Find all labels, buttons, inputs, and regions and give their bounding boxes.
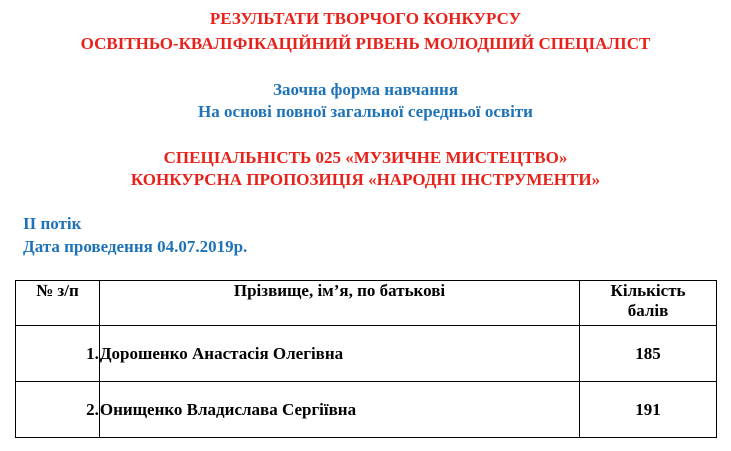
specialty-title: СПЕЦІАЛЬНІСТЬ 025 «МУЗИЧНЕ МИСТЕЦТВО» — [163, 148, 568, 167]
applicant-name: Онищенко Владислава Сергіївна — [99, 382, 579, 438]
column-header-number: № з/п — [16, 281, 100, 326]
applicant-score: 185 — [580, 326, 717, 382]
column-header-score — [580, 281, 717, 326]
stream-label: ІІ потік — [23, 214, 82, 233]
table-row — [16, 326, 717, 382]
education-basis: На основі повної загальної середньої освіти — [198, 102, 533, 121]
column-header-score-line1: Кількість — [610, 281, 686, 300]
results-table — [15, 280, 717, 438]
title-line-2: ОСВІТНЬО-КВАЛІФІКАЦІЙНИЙ РІВЕНЬ МОЛОДШИЙ СПЕЦІАЛІСТ — [80, 34, 651, 53]
row-number: 1. — [16, 326, 100, 382]
column-header-name: Прізвище, ім’я, по батькові — [99, 281, 579, 326]
table-header-row — [16, 281, 717, 326]
form-of-study: Заочна форма навчання — [272, 80, 459, 99]
exam-date: Дата проведення 04.07.2019р. — [23, 237, 248, 256]
applicant-score: 191 — [580, 382, 717, 438]
applicant-name: Дорошенко Анастасія Олегівна — [99, 326, 579, 382]
title-line-1: РЕЗУЛЬТАТИ ТВОРЧОГО КОНКУРСУ — [209, 9, 522, 28]
table-row — [16, 382, 717, 438]
row-number: 2. — [16, 382, 100, 438]
column-header-score-line2: балів — [627, 301, 669, 320]
competition-offer: КОНКУРСНА ПРОПОЗИЦІЯ «НАРОДНІ ІНСТРУМЕНТИ» — [130, 170, 601, 189]
